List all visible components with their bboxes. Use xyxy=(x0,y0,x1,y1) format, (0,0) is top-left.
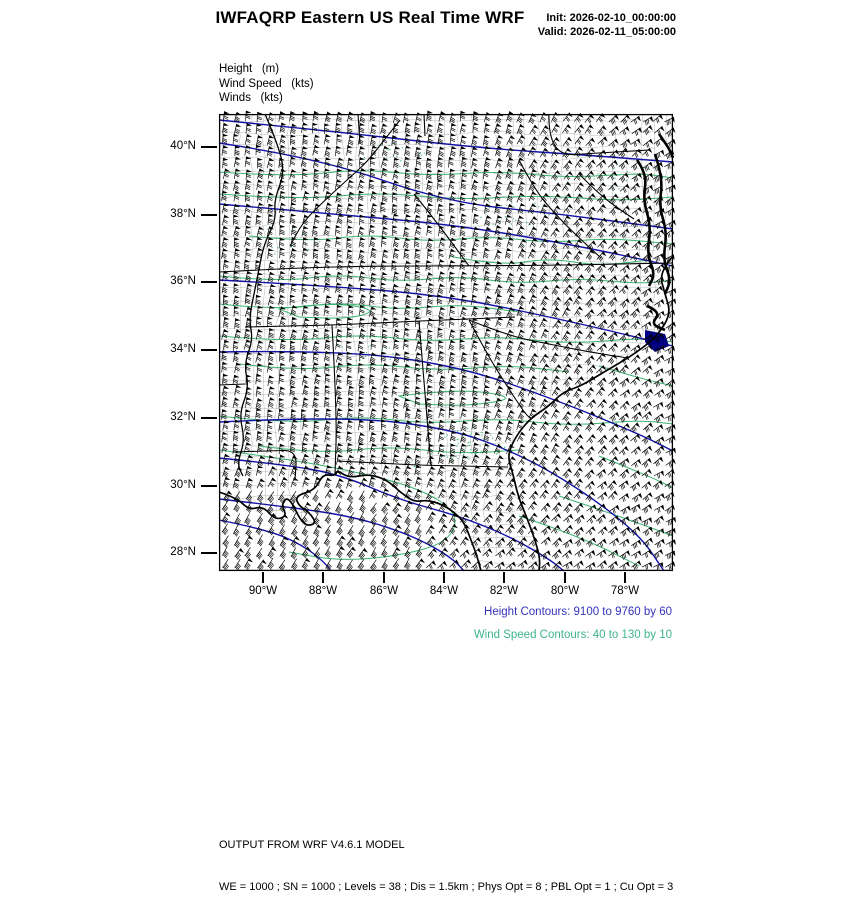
lon-tick-mark-2 xyxy=(383,572,385,583)
map-canvas xyxy=(219,114,673,571)
lon-tick-mark-0 xyxy=(262,572,264,583)
init-timestamp: Init: 2026-02-10_00:00:00 xyxy=(546,12,676,24)
lat-tick-mark-1 xyxy=(201,214,217,216)
lon-tick-mark-4 xyxy=(503,572,505,583)
height-contour-legend: Height Contours: 9100 to 9760 by 60 xyxy=(484,606,672,618)
lon-tick-label-3: 84°W xyxy=(429,585,459,597)
lat-tick-mark-6 xyxy=(201,552,217,554)
lon-tick-mark-6 xyxy=(624,572,626,583)
windspeed-contour-legend: Wind Speed Contours: 40 to 130 by 10 xyxy=(473,629,672,641)
field-label-1: Wind Speed (kts) xyxy=(219,77,314,90)
lon-tick-label-6: 78°W xyxy=(610,585,640,597)
lat-tick-mark-5 xyxy=(201,485,217,487)
lat-tick-mark-2 xyxy=(201,281,217,283)
field-label-2: Winds (kts) xyxy=(219,92,283,104)
lon-tick-mark-1 xyxy=(322,572,324,583)
lon-tick-mark-5 xyxy=(564,572,566,583)
lat-tick-mark-3 xyxy=(201,349,217,351)
page-title: IWFAQRP Eastern US Real Time WRF xyxy=(215,8,525,27)
lat-tick-label-3: 34°N xyxy=(170,343,196,355)
lat-tick-label-5: 30°N xyxy=(170,479,196,491)
lat-tick-label-4: 32°N xyxy=(170,411,196,423)
run-timestamps xyxy=(480,11,676,39)
lat-tick-label-2: 36°N xyxy=(170,275,196,287)
lat-tick-label-1: 38°N xyxy=(170,208,196,220)
lon-tick-label-1: 88°W xyxy=(308,585,338,597)
lon-tick-mark-3 xyxy=(443,572,445,583)
lon-tick-label-0: 90°W xyxy=(248,585,278,597)
field-label-0: Height (m) xyxy=(219,63,280,75)
footer-model-line: OUTPUT FROM WRF V4.6.1 MODEL xyxy=(219,839,405,851)
valid-timestamp: Valid: 2026-02-11_05:00:00 xyxy=(537,26,676,38)
lat-tick-label-6: 28°N xyxy=(170,546,196,558)
lon-tick-label-2: 86°W xyxy=(369,585,399,597)
lat-tick-mark-4 xyxy=(201,417,217,419)
field-labels xyxy=(219,62,314,106)
lat-tick-label-0: 40°N xyxy=(170,140,196,152)
footer-config-line: WE = 1000 ; SN = 1000 ; Levels = 38 ; Dis = 1.5km ; Phys Opt = 8 ; PBL Opt = 1 ; Cu Opt = 3 xyxy=(219,881,674,893)
lon-tick-label-4: 82°W xyxy=(489,585,519,597)
weather-map xyxy=(219,114,673,571)
footer-notes xyxy=(219,810,673,922)
lat-tick-mark-0 xyxy=(201,146,217,148)
lon-tick-label-5: 80°W xyxy=(550,585,580,597)
